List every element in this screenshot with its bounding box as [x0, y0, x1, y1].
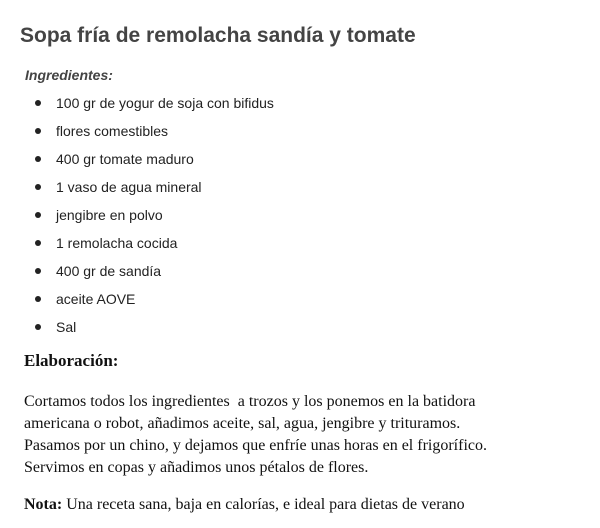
ingredient-item — [0, 145, 274, 173]
ingredient-item — [0, 89, 274, 117]
ingredient-item — [0, 117, 274, 145]
elaboration-line: americana o robot, añadimos aceite, sal, agua, jengibre y trituramos. — [24, 415, 461, 432]
ingredient-text: flores comestibles — [56, 123, 169, 139]
bullet-icon — [35, 100, 41, 106]
bullet-icon — [35, 296, 41, 302]
ingredient-text: 400 gr de sandía — [56, 263, 162, 279]
ingredients-list — [0, 89, 274, 341]
bullet-icon — [35, 128, 41, 134]
ingredient-text: 1 vaso de agua mineral — [56, 179, 202, 195]
elaboration-line: Cortamos todos los ingredientes a trozos y los ponemos en la batidora — [24, 393, 476, 410]
ingredient-text: 100 gr de yogur de soja con bifidus — [56, 95, 274, 111]
ingredient-text: aceite AOVE — [56, 291, 136, 307]
bullet-icon — [35, 324, 41, 330]
recipe-title: Sopa fría de remolacha sandía y tomate — [20, 24, 416, 47]
bullet-icon — [35, 268, 41, 274]
ingredient-item — [0, 313, 274, 341]
ingredient-text: 400 gr tomate maduro — [56, 151, 194, 167]
ingredient-item — [0, 257, 274, 285]
ingredient-item — [0, 173, 274, 201]
ingredient-text: 1 remolacha cocida — [56, 235, 178, 251]
ingredient-text: jengibre en polvo — [56, 207, 163, 223]
bullet-icon — [35, 240, 41, 246]
note-paragraph — [24, 494, 465, 516]
elaboration-line: Servimos en copas y añadimos unos pétalos de flores. — [24, 459, 369, 476]
note-label: Nota: — [24, 496, 63, 513]
ingredient-item — [0, 285, 274, 313]
ingredient-item — [0, 201, 274, 229]
elaboration-text — [24, 391, 594, 479]
elaboration-heading: Elaboración: — [24, 351, 119, 370]
bullet-icon — [35, 212, 41, 218]
ingredients-label: Ingredientes: — [25, 67, 113, 83]
elaboration-line: Pasamos por un chino, y dejamos que enfríe unas horas en el frigorífico. — [24, 437, 487, 454]
bullet-icon — [35, 156, 41, 162]
bullet-icon — [35, 184, 41, 190]
note-text: Una receta sana, baja en calorías, e ideal para dietas de verano — [62, 496, 465, 513]
ingredient-item — [0, 229, 274, 257]
ingredient-text: Sal — [56, 319, 77, 335]
